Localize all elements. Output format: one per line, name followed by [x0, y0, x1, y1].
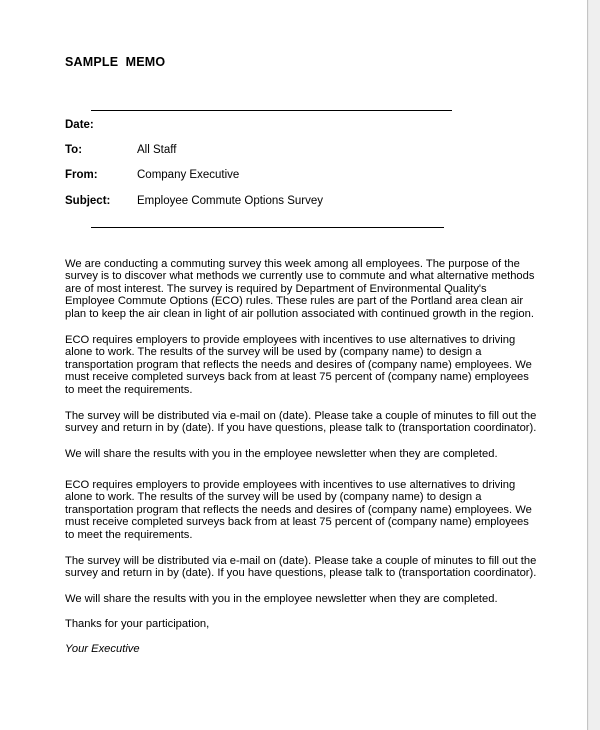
from-label: From:: [65, 169, 98, 181]
memo-title: SAMPLE MEMO: [65, 55, 166, 69]
paragraph-line: transportation program that reflects the needs and desires of (company name) employees. We: [65, 503, 532, 516]
paragraph-line: ECO requires employers to provide employees with incentives to use alternatives to driving: [65, 334, 516, 346]
paragraph-line: survey and return in by (date). If you have questions, please talk to (transportation coordinator).: [65, 422, 537, 435]
paragraph-line: transportation program that reflects the needs and desires of (company name) employees. We: [65, 358, 532, 371]
paragraph-line: We are conducting a commuting survey this week among all employees. The purpose of the: [65, 258, 520, 270]
header-rule: [91, 110, 452, 111]
closing-line: [65, 618, 545, 630]
paragraph-intro: [65, 258, 545, 320]
paragraph-line: We will share the results with you in the employee newsletter when they are completed.: [65, 593, 498, 605]
subject-label: Subject:: [65, 195, 111, 207]
to-value: All Staff: [137, 144, 177, 156]
paragraph-results: [65, 448, 545, 460]
paragraph-line: The survey will be distributed via e-mail on (date). Please take a couple of minutes to fill out the: [65, 410, 537, 422]
paragraph-eco-requirements-repeat: [65, 479, 545, 541]
paragraph-line: survey is to discover what methods we currently use to commute and what alternative methods: [65, 270, 535, 283]
date-label: Date:: [65, 119, 94, 131]
scrollbar-track[interactable]: [589, 0, 600, 730]
paragraph-line: alone to work. The results of the survey will be used by (company name) to design a: [65, 346, 482, 359]
paragraph-line: The survey will be distributed via e-mail on (date). Please take a couple of minutes to fill out the: [65, 555, 537, 567]
signature: [65, 643, 545, 655]
paragraph-line: are of most interest. The survey is required by Department of Environmental Quality's: [65, 282, 487, 295]
to-label: To:: [65, 144, 83, 156]
paragraph-line: survey and return in by (date). If you have questions, please talk to (transportation coordinator).: [65, 567, 537, 580]
paragraph-distribution: [65, 410, 545, 435]
paragraph-line: Thanks for your participation,: [65, 618, 210, 630]
paragraph-line: Employee Commute Options (ECO) rules. These rules are part of the Portland area clean air: [65, 295, 524, 308]
paragraph-line: to meet the requirements.: [65, 383, 193, 396]
paragraph-line: We will share the results with you in the employee newsletter when they are completed.: [65, 448, 498, 460]
signature-line: Your Executive: [65, 643, 140, 655]
subject-value: Employee Commute Options Survey: [137, 195, 323, 207]
paragraph-line: plan to keep the air clean in light of air pollution associated with continued growth in the region.: [65, 307, 534, 320]
paragraph-line: must receive completed surveys back from at least 75 percent of (company name) employees: [65, 371, 529, 384]
from-value: Company Executive: [137, 169, 240, 181]
paragraph-line: ECO requires employers to provide employees with incentives to use alternatives to driving: [65, 479, 516, 491]
paragraph-results-repeat: [65, 593, 545, 605]
paragraph-eco-requirements: [65, 334, 545, 396]
paragraph-distribution-repeat: [65, 555, 545, 580]
paragraph-line: to meet the requirements.: [65, 528, 193, 541]
paragraph-line: must receive completed surveys back from at least 75 percent of (company name) employees: [65, 516, 529, 529]
subject-rule: [91, 227, 444, 228]
paragraph-line: alone to work. The results of the survey will be used by (company name) to design a: [65, 491, 482, 504]
